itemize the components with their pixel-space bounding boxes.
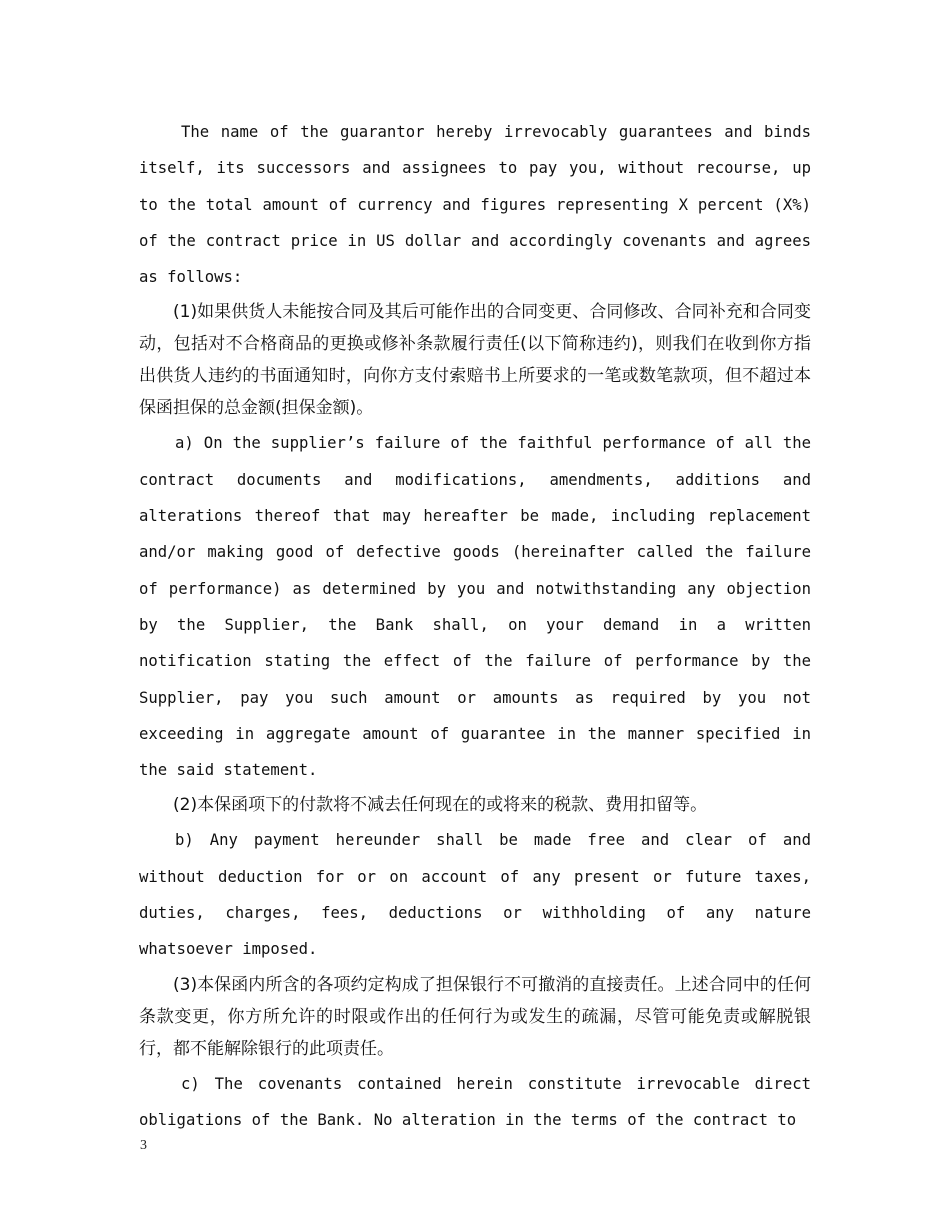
paragraph-guarantee-intro: The name of the guarantor hereby irrevocably guarantees and binds itself, its successors and assignees to pay you, without recourse, up to the total amount of currency and figures representing X percent (X%) of the contract price in US dollar and accordingly covenants and agrees as follows: (139, 123, 811, 287)
paragraph-clause-1-chinese: (1)如果供货人未能按合同及其后可能作出的合同变更、合同修改、合同补充和合同变动，包括对不合格商品的更换或修补条款履行责任(以下简称违约)，则我们在收到你方指出供货人违约的书面通知时，向你方支付索赔书上所要求的一笔或数笔款项，但不超过本保函担保的总金额(担保金额)。 (139, 302, 811, 419)
document-body (139, 114, 811, 1138)
paragraph-clause-c-english: c) The covenants contained herein constitute irrevocable direct obligations of the Bank. No alteration in the terms of the contract to (139, 1074, 811, 1129)
paragraph-clause-b-english: b) Any payment hereunder shall be made free and clear of and without deduction for or on account of any present or future taxes, duties, charges, fees, deductions or withholding of any nature whatsoever imposed. (139, 831, 811, 959)
page-number: 3 (140, 1138, 147, 1153)
paragraph-clause-2-chinese: (2)本保函项下的付款将不减去任何现在的或将来的税款、费用扣留等。 (173, 795, 708, 816)
paragraph-clause-a-english: a) On the supplier’s failure of the faithful performance of all the contract documents and modifications, amendments, additions and alterations thereof that may hereafter be made, including replacement and/or making good of defective goods (hereinafter called the failure of performance) as determined by you and notwithstanding any objection by the Supplier, the Bank shall, on your demand in a written notification stating the effect of the failure of performance by the Supplier, pay you such amount or amounts as required by you not exceeding in aggregate amount of guarantee in the manner specified in the said statement. (139, 434, 811, 780)
paragraph-clause-3-chinese: (3)本保函内所含的各项约定构成了担保银行不可撤消的直接责任。上述合同中的任何条款变更，你方所允许的时限或作出的任何行为或发生的疏漏，尽管可能免责或解脱银行，都不能解除银行的此项责任。 (139, 974, 811, 1059)
